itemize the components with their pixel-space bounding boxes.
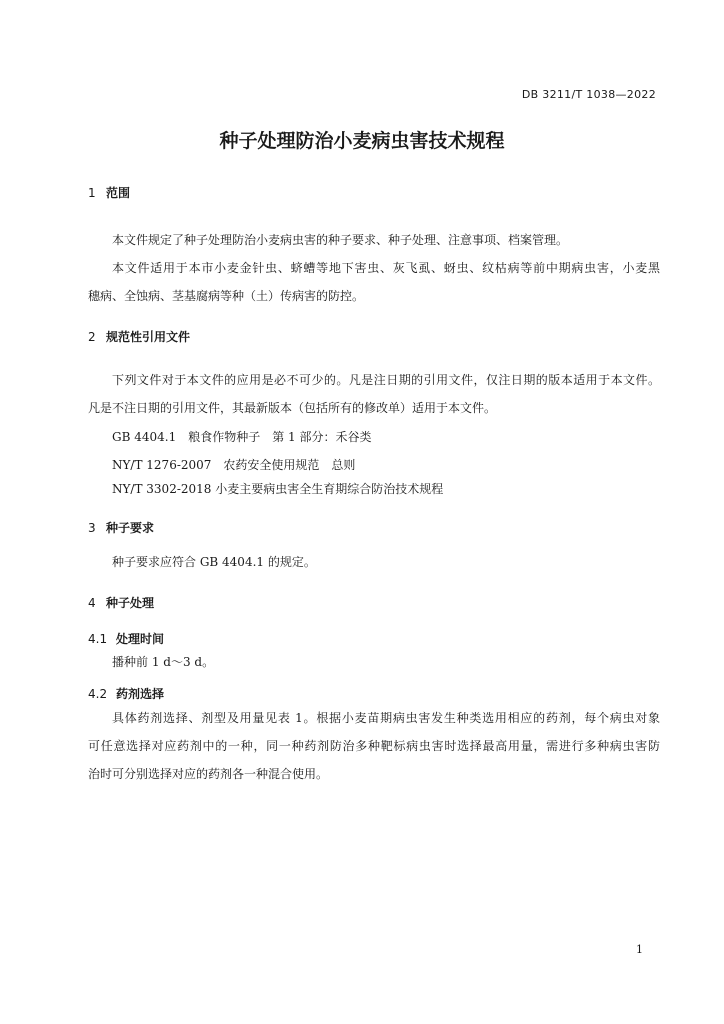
section-title: 规范性引用文件 <box>106 330 191 344</box>
section-number: 4 <box>88 596 96 610</box>
paragraph-line: 种子要求应符合 GB 4404.1 的规定。 <box>112 555 316 569</box>
subsection-title: 处理时间 <box>116 632 165 646</box>
section-title: 种子处理 <box>106 596 155 610</box>
page-number: 1 <box>636 943 643 956</box>
paragraph <box>88 648 660 676</box>
subsection-heading <box>88 630 164 647</box>
paragraph-line: 下列文件对于本文件的应用是必不可少的。凡是注日期的引用文件，仅注日期的版本适用于本文件。 <box>112 373 660 387</box>
paragraph-line: 播种前 1 d～3 d。 <box>112 655 215 669</box>
paragraph-line: 本文件规定了种子处理防治小麦病虫害的种子要求、种子处理、注意事项、档案管理。 <box>112 233 569 247</box>
paragraph-line: 可任意选择对应药剂中的一种，同一种药剂防治多种靶标病虫害时选择最高用量，需进行多种病虫害防 <box>88 739 660 753</box>
section-title: 范围 <box>106 186 131 200</box>
section-title: 种子要求 <box>106 521 155 535</box>
section-number: 1 <box>88 186 96 200</box>
paragraph-line: 本文件适用于本市小麦金针虫、蛴螬等地下害虫、灰飞虱、蚜虫、纹枯病等前中期病虫害，小麦黑 <box>112 261 660 275</box>
normative-reference: NY/T 1276-2007 农药安全使用规范 总则 <box>112 458 356 472</box>
document-title: 种子处理防治小麦病虫害技术规程 <box>219 130 505 152</box>
paragraph-line: 穗病、全蚀病、茎基腐病等种（土）传病害的防控。 <box>88 289 365 303</box>
document-code: DB 3211/T 1038—2022 <box>521 88 656 101</box>
normative-reference: NY/T 3302-2018 小麦主要病虫害全生育期综合防治技术规程 <box>112 482 444 496</box>
paragraph <box>88 226 660 254</box>
section-heading <box>88 328 190 345</box>
paragraph <box>88 548 660 576</box>
paragraph <box>88 254 660 310</box>
paragraph-line: 凡是不注日期的引用文件，其最新版本（包括所有的修改单）适用于本文件。 <box>88 401 497 415</box>
subsection-title: 药剂选择 <box>116 687 165 701</box>
section-number: 2 <box>88 330 96 344</box>
section-number: 3 <box>88 521 96 535</box>
normative-reference: GB 4404.1 粮食作物种子 第 1 部分：禾谷类 <box>112 430 372 444</box>
subsection-number: 4.1 <box>88 632 108 646</box>
paragraph-line: 具体药剂选择、剂型及用量见表 1。根据小麦苗期病虫害发生种类选用相应的药剂，每个病虫对象 <box>112 711 660 725</box>
section-heading <box>88 594 154 611</box>
paragraph-line: 治时可分别选择对应的药剂各一种混合使用。 <box>88 767 329 781</box>
subsection-number: 4.2 <box>88 687 108 701</box>
paragraph <box>88 704 660 788</box>
paragraph <box>88 366 660 422</box>
subsection-heading <box>88 685 164 702</box>
section-heading <box>88 519 154 536</box>
section-heading <box>88 184 130 201</box>
